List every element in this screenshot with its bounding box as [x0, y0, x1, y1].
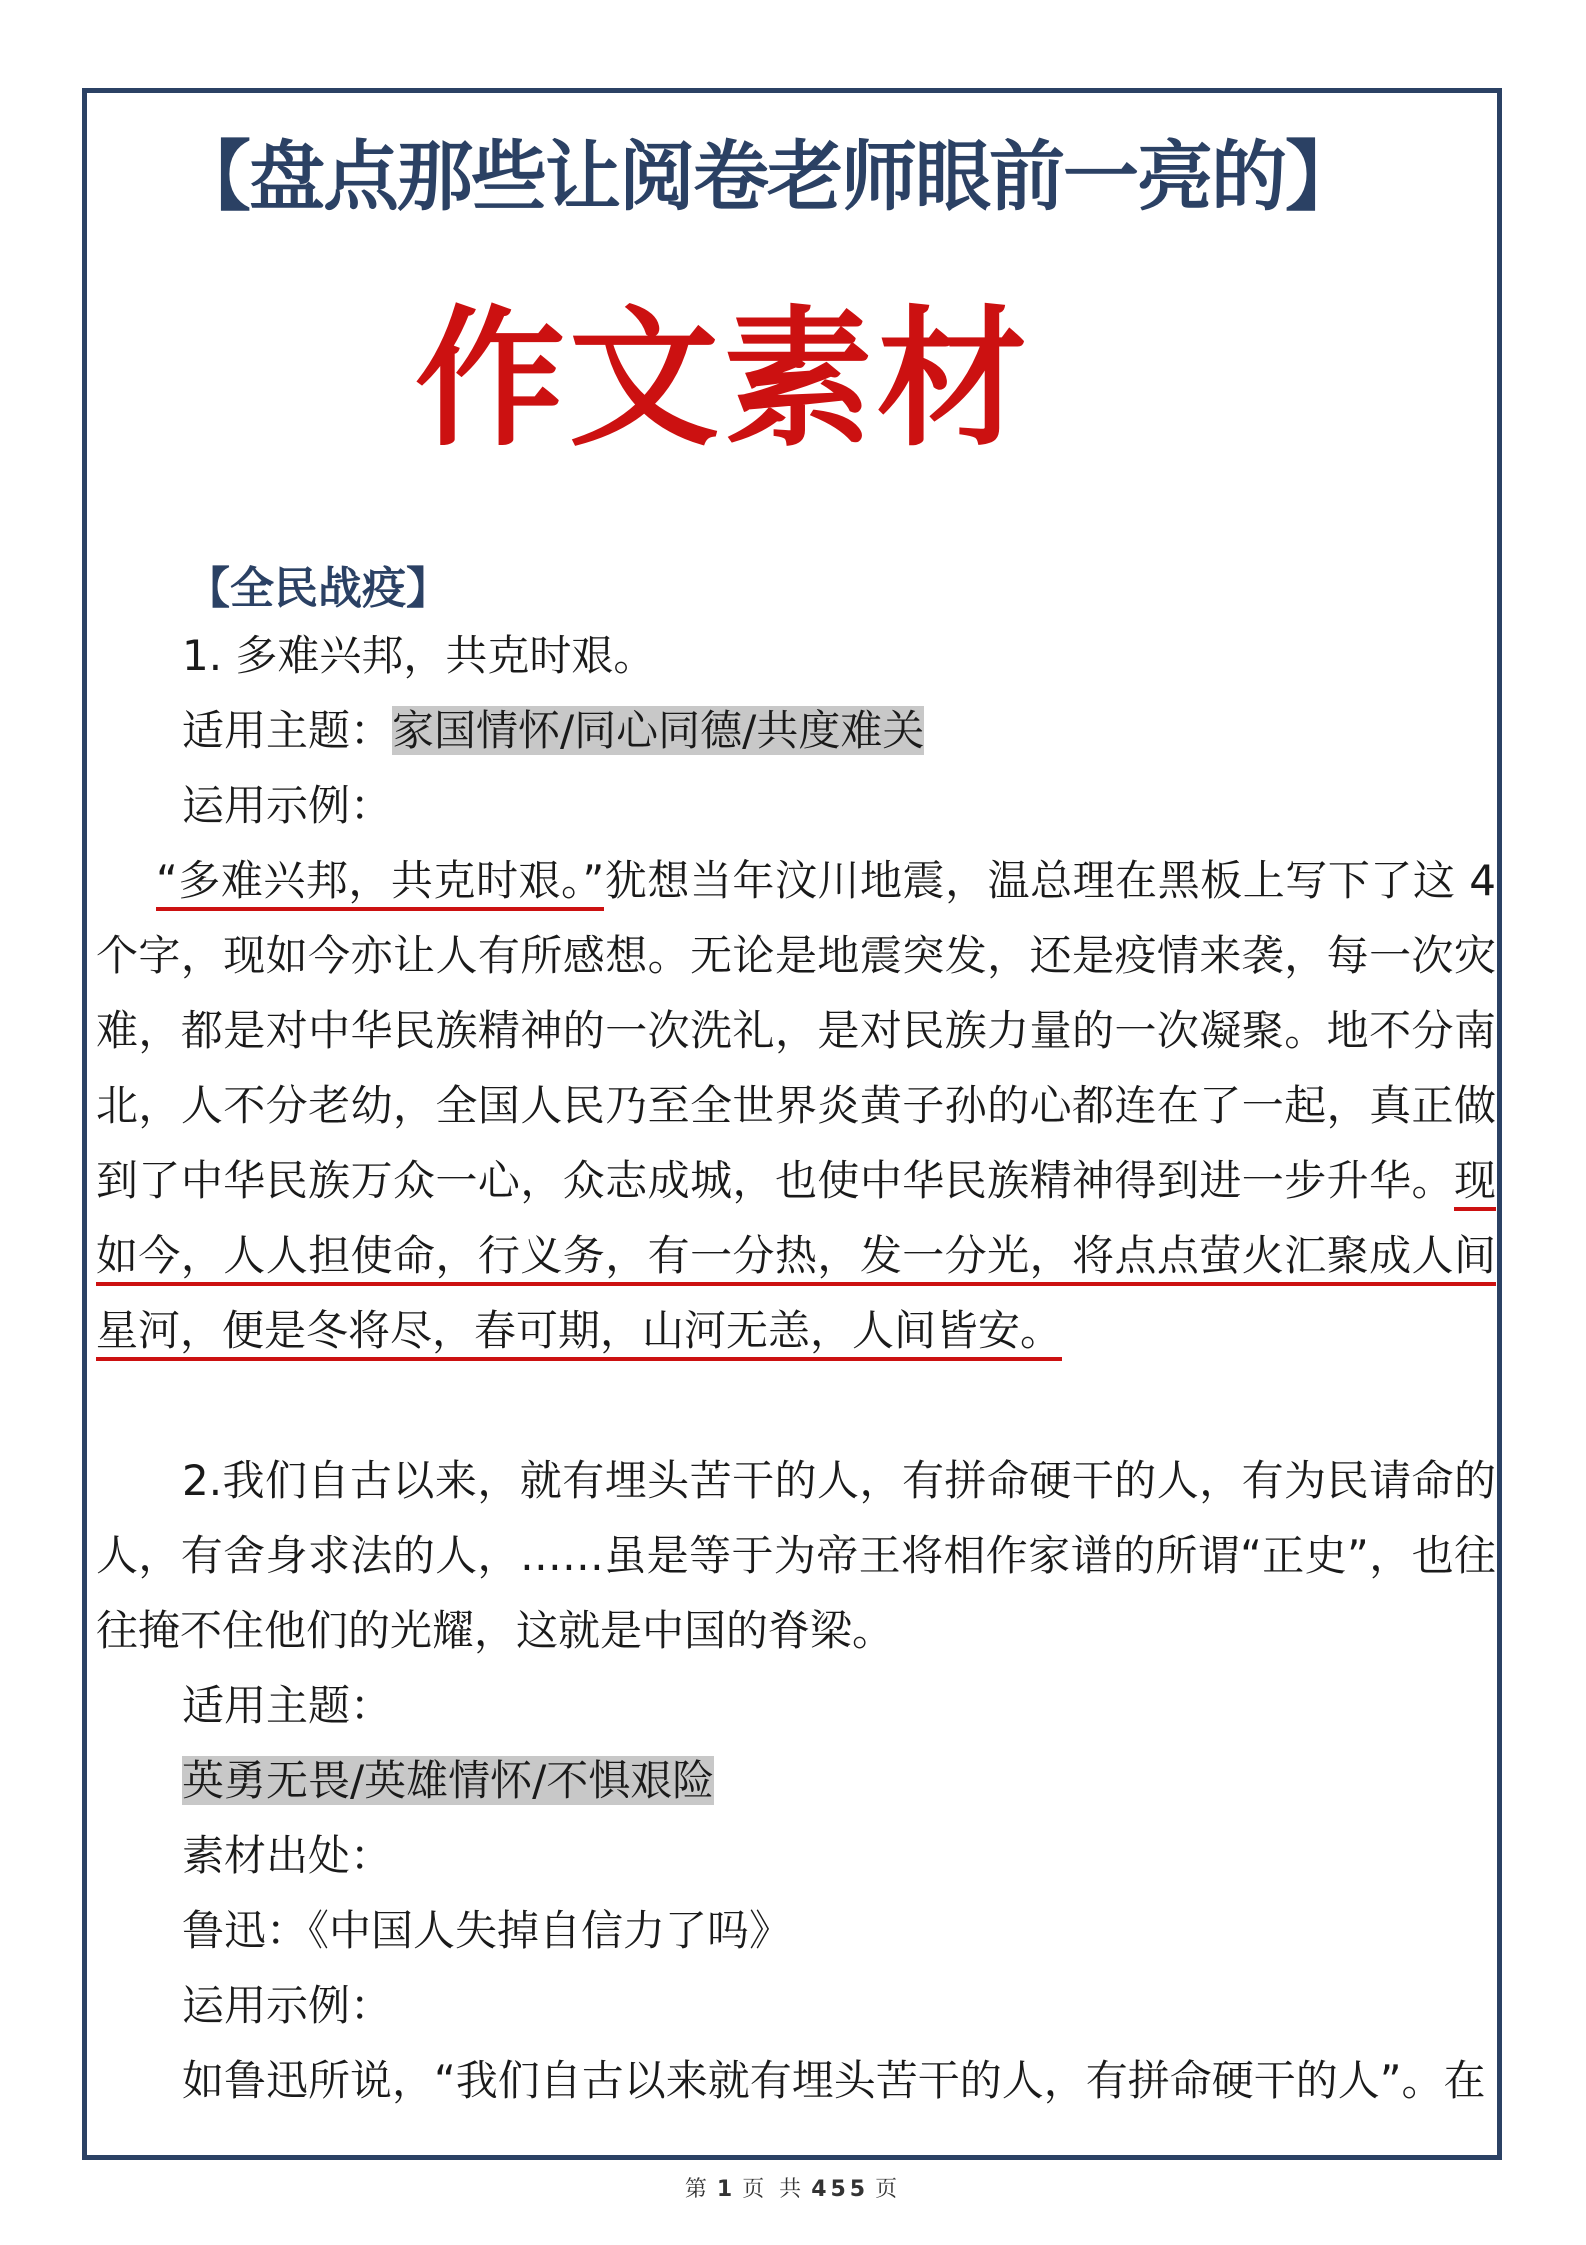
footer-middle: 页 共 [742, 2177, 806, 2202]
item2-source-label: 素材出处： [182, 1831, 393, 1880]
page-big-title: 作文素材 [414, 293, 1031, 467]
item2-source-value: 鲁迅：《中国人失掉自信力了吗》 [182, 1906, 792, 1955]
item1-heading: 1. 多难兴邦，共克时艰。 [182, 631, 656, 680]
item1-theme-label: 适用主题： [182, 706, 393, 755]
item1-example-paragraph [96, 843, 1496, 1368]
item2-example-text: 如鲁迅所说，“我们自古以来就有埋头苦干的人，有拼命硬干的人”。在 [182, 2056, 1486, 2105]
item2-example-label: 运用示例： [182, 1981, 393, 2030]
footer-total-pages: 455 [811, 2177, 870, 2202]
item2-theme-label: 适用主题： [182, 1681, 393, 1730]
item1-example-text-a: 犹想当年汶川地震，温总理在黑板上写下了这 4 个字，现如今亦让人有所感想。无论是地震突发，还是疫情来袭，每一次灾难，都是对中华民族精神的一次洗礼，是对民族力量的一次凝聚。地不分南北，人不分老幼，全国人民乃至全世界炎黄子孙的心都连在了一起，真正做到了中华民族万众一心，众志成城，也使中华民族精神得到进一步升华。 [96, 856, 1496, 1205]
footer-suffix: 页 [875, 2177, 902, 2202]
item1-example-quote: “多难兴邦，共克时艰。” [156, 856, 604, 911]
page-title: 【盘点那些让阅卷老师眼前一亮的】 [175, 132, 1359, 221]
item1-theme-line [96, 693, 1496, 768]
footer-prefix: 第 [684, 2177, 711, 2202]
footer-page-number: 1 [716, 2177, 737, 2202]
item2-theme-value: 英勇无畏/英雄情怀/不惧艰险 [182, 1756, 715, 1805]
paragraph-spacer [96, 1368, 1496, 1443]
item1-example-text-b: 现如今，人人担使命，行义务，有一分热，发一分光，将点点萤火汇聚成人间星河，便是冬将尽，春可期，山河无恙，人间皆安。 [96, 1156, 1496, 1361]
item2-theme-line [96, 1743, 1496, 1818]
item2-heading: 2.我们自古以来，就有埋头苦干的人，有拼命硬干的人，有为民请命的人，有舍身求法的人，……虽是等于为帝王将相作家谱的所谓“正史”，也往往掩不住他们的光耀，这就是中国的脊梁。 [96, 1456, 1496, 1655]
document-body [96, 618, 1496, 2118]
item1-theme-value: 家国情怀/同心同德/共度难关 [392, 706, 925, 755]
item1-example-label: 运用示例： [182, 781, 393, 830]
section-heading: 【全民战疫】 [186, 563, 450, 614]
page-footer [0, 2172, 1586, 2203]
